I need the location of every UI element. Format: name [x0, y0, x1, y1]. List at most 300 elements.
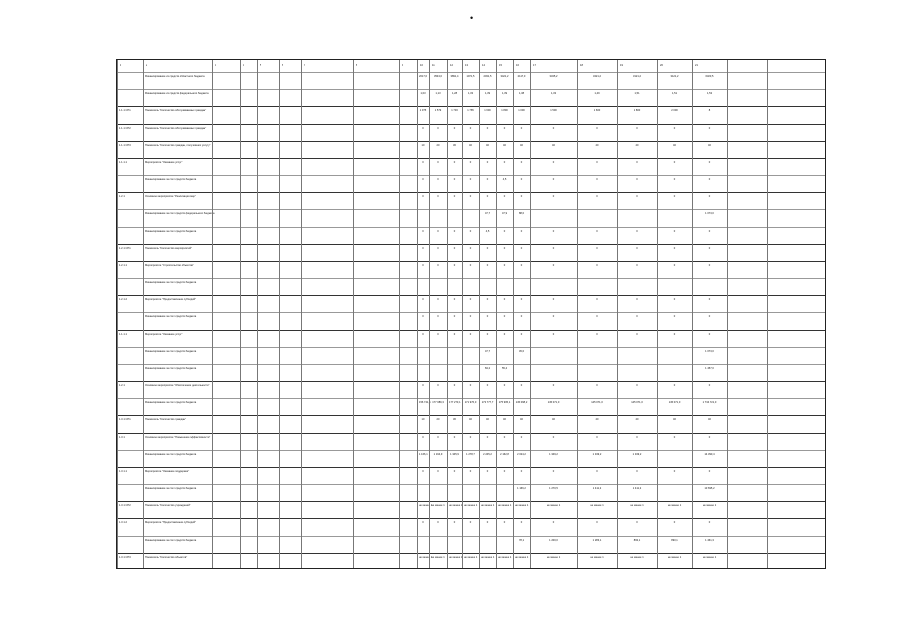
value-cell: 0: [673, 315, 676, 319]
value-cell: 0: [437, 160, 439, 164]
value-cell: 0: [673, 332, 676, 336]
value-cell: 0: [673, 521, 676, 525]
column-divider: [301, 60, 302, 568]
row-description: Финансирование за счет средств бюджета: [145, 349, 197, 353]
row-code: 1.3.1 СП1: [119, 418, 131, 422]
value-cell: 1 765: [467, 109, 474, 113]
value-cell: 0: [552, 469, 555, 473]
value-cell: 0: [520, 126, 523, 130]
column-divider: [530, 60, 531, 568]
budget-table: [116, 59, 826, 569]
row-description: Финансирование за счет средств бюджета: [145, 366, 197, 370]
table-row: [117, 124, 825, 141]
value-cell: 0: [520, 195, 523, 199]
column-number: 16: [516, 64, 519, 67]
value-cell: 0: [520, 435, 523, 439]
value-cell: 0: [503, 263, 506, 267]
value-cell: 1 800: [501, 109, 508, 113]
value-cell: 0: [437, 315, 439, 319]
value-cell: 0: [636, 246, 638, 250]
value-cell: 0: [503, 126, 506, 130]
value-cell: 4,5: [502, 178, 507, 182]
row-code: 1.2.1: [119, 384, 125, 388]
value-cell: 0: [708, 178, 711, 182]
table-row: [117, 261, 825, 278]
value-cell: 0: [596, 195, 598, 199]
value-cell: 0: [708, 469, 711, 473]
column-number: 21: [695, 64, 698, 67]
value-cell: 1 073,0: [705, 349, 714, 353]
value-cell: 0: [486, 435, 489, 439]
value-cell: 1 194,9: [433, 452, 443, 456]
value-cell: не менее 1: [449, 555, 463, 559]
value-cell: 0: [520, 332, 523, 336]
value-cell: 2117,0: [517, 75, 526, 78]
value-cell: 0: [552, 126, 555, 130]
column-number: 9: [402, 64, 404, 67]
value-cell: 0: [520, 315, 523, 319]
column-divider: [117, 60, 118, 568]
value-cell: 0: [453, 384, 456, 388]
value-cell: 0: [469, 435, 472, 439]
value-cell: 0: [596, 126, 598, 130]
value-cell: 4,5: [485, 229, 490, 233]
value-cell: 893,1: [633, 538, 641, 542]
value-cell: 30: [453, 143, 456, 147]
value-cell: 0: [437, 178, 439, 182]
value-cell: 0: [453, 469, 456, 473]
table-row: [117, 553, 825, 570]
value-cell: не менее 1: [481, 555, 495, 559]
value-cell: не менее 1: [630, 555, 644, 559]
value-cell: 40: [520, 418, 523, 422]
value-cell: 0: [453, 126, 456, 130]
value-cell: 47,7: [484, 212, 491, 216]
value-cell: 1 166,1: [419, 452, 428, 456]
row-code: 1.1.1.1: [119, 160, 127, 164]
value-cell: 0: [636, 298, 638, 302]
value-cell: 10: [421, 143, 425, 147]
table-row: [117, 209, 825, 226]
table-row: [117, 278, 825, 295]
value-cell: 1 733: [451, 109, 458, 113]
table-row: [117, 244, 825, 261]
value-cell: 0: [469, 229, 472, 233]
value-cell: 0: [469, 178, 472, 182]
value-cell: не менее 1: [590, 504, 604, 508]
row-description: Финансирование за счет средств бюджета: [145, 452, 197, 456]
column-number: 17: [533, 64, 536, 67]
column-number: 4: [243, 64, 245, 67]
table-row: [117, 398, 825, 415]
table-row: [117, 295, 825, 312]
table-row: [117, 72, 825, 89]
value-cell: 0: [422, 298, 424, 302]
value-cell: 0: [437, 126, 439, 130]
column-divider: [399, 60, 400, 568]
value-cell: 0: [708, 298, 711, 302]
value-cell: 0: [552, 160, 555, 164]
value-cell: 156 741,5: [419, 401, 431, 405]
column-divider: [417, 60, 418, 568]
column-divider: [692, 60, 693, 568]
value-cell: 1,51: [634, 92, 640, 96]
value-cell: 0: [673, 126, 676, 130]
value-cell: 8: [708, 109, 711, 113]
value-cell: 1 579: [434, 109, 442, 113]
value-cell: 0: [503, 246, 506, 250]
value-cell: 0: [469, 126, 472, 130]
value-cell: 1,39: [484, 92, 491, 96]
value-cell: 1,53: [706, 92, 713, 96]
value-cell: 1,51: [671, 92, 678, 96]
value-cell: 40: [486, 418, 489, 422]
value-cell: 0: [422, 521, 424, 525]
value-cell: 0: [453, 263, 456, 267]
column-divider: [212, 60, 213, 568]
column-number: 1: [120, 64, 122, 67]
value-cell: 55,4: [501, 366, 508, 370]
value-cell: 3543,0: [434, 75, 442, 78]
value-cell: 6323,5: [705, 75, 714, 78]
value-cell: 1 283,1: [592, 538, 602, 542]
value-cell: 2 162,8: [500, 452, 509, 456]
value-cell: 0: [486, 298, 489, 302]
value-cell: 0: [486, 315, 489, 319]
value-cell: 3121,2: [633, 75, 641, 78]
value-cell: 0: [673, 195, 676, 199]
value-cell: 0: [422, 332, 424, 336]
row-code: 1.2.1.2: [119, 298, 127, 302]
value-cell: 0: [422, 195, 424, 199]
value-cell: 0: [596, 246, 598, 250]
table-row: [117, 484, 825, 501]
row-description: Финансирование из средств областного бюджета: [145, 75, 205, 78]
value-cell: 0: [503, 521, 506, 525]
value-cell: 20: [436, 143, 440, 147]
value-cell: 0: [453, 521, 456, 525]
value-cell: не менее 1: [667, 504, 682, 508]
row-description: Мероприятие "Предоставление субсидий": [145, 521, 196, 525]
value-cell: 1,13: [435, 92, 441, 96]
table-row: [117, 467, 825, 484]
value-cell: 0: [596, 315, 598, 319]
value-cell: 0: [552, 178, 555, 182]
value-cell: 0: [453, 160, 456, 164]
table-row: [117, 518, 825, 535]
value-cell: 0: [520, 160, 523, 164]
value-cell: 1 278,7: [466, 452, 475, 456]
value-cell: 0: [486, 160, 489, 164]
value-cell: не менее 1: [702, 555, 717, 559]
table-row: [117, 141, 825, 158]
table-row: [117, 227, 825, 244]
value-cell: 1 411,2: [632, 487, 642, 491]
value-cell: 0: [596, 229, 598, 233]
value-cell: 0: [708, 435, 711, 439]
value-cell: 0: [503, 298, 506, 302]
value-cell: не менее 1: [590, 555, 604, 559]
value-cell: 0: [422, 469, 424, 473]
column-divider: [447, 60, 448, 568]
value-cell: 177 089,3: [432, 401, 444, 405]
value-cell: не менее 1: [546, 555, 561, 559]
value-cell: 47,7: [484, 349, 491, 353]
value-cell: 0: [636, 160, 638, 164]
value-cell: 0: [520, 469, 523, 473]
value-cell: 1 073,0: [705, 212, 714, 216]
value-cell: 0: [708, 126, 711, 130]
value-cell: 0: [520, 384, 523, 388]
value-cell: 0: [596, 435, 598, 439]
value-cell: 0: [552, 263, 555, 267]
table-row: [117, 381, 825, 398]
value-cell: 0: [636, 469, 638, 473]
row-description: Мероприятие "Оказание услуг": [145, 160, 183, 164]
value-cell: не менее 1: [630, 504, 644, 508]
value-cell: 0: [422, 229, 424, 233]
row-code: 1.3.1: [119, 435, 125, 439]
value-cell: 0: [422, 178, 424, 182]
value-cell: 0: [422, 246, 424, 250]
value-cell: 145 071,0: [591, 401, 603, 405]
column-number: 7: [304, 64, 306, 67]
table-row: [117, 536, 825, 553]
value-cell: 0: [453, 435, 456, 439]
value-cell: 0: [596, 298, 598, 302]
value-cell: 0: [469, 263, 472, 267]
value-cell: 40: [635, 418, 639, 422]
row-description: Показатель "Количество объектов": [145, 555, 188, 559]
row-description: Основное мероприятие "Повышение эффективности": [145, 435, 211, 439]
value-cell: 0: [486, 332, 489, 336]
value-cell: 0: [503, 160, 506, 164]
column-number: 6: [282, 64, 284, 67]
row-description: Финансирование за счет средств бюджета: [145, 315, 197, 319]
row-description: Мероприятие "Оказание услуг": [145, 332, 183, 336]
row-description: Мероприятие "Строительство объектов": [145, 263, 194, 267]
value-cell: не менее 1: [481, 504, 495, 508]
row-code: 1.3.1 СП2: [119, 504, 131, 508]
table-row: [117, 501, 825, 518]
value-cell: 0: [520, 246, 523, 250]
value-cell: 0: [596, 263, 598, 267]
row-description: Финансирование за счет средств бюджета: [145, 401, 197, 405]
row-description: Показатель "Количество обслуживаемых граждан": [145, 126, 207, 130]
value-cell: не менее 1: [498, 504, 512, 508]
value-cell: 0: [503, 469, 506, 473]
value-cell: 2 000: [671, 109, 678, 113]
value-cell: 0: [552, 332, 555, 336]
value-cell: 0: [596, 332, 598, 336]
column-divider: [513, 60, 514, 568]
value-cell: 0: [636, 435, 638, 439]
value-cell: не менее 1: [702, 504, 717, 508]
column-divider: [353, 60, 354, 568]
row-code: 1.2.1: [119, 195, 125, 199]
value-cell: 1,33: [550, 92, 557, 96]
value-cell: 0: [486, 195, 489, 199]
value-cell: 0: [520, 263, 523, 267]
value-cell: 0: [673, 384, 676, 388]
column-number: 8: [356, 64, 358, 67]
value-cell: 177 273,1: [449, 401, 461, 405]
value-cell: 0: [469, 246, 472, 250]
value-cell: 0: [503, 195, 506, 199]
value-cell: 0: [636, 521, 638, 525]
value-cell: не менее 1: [498, 555, 512, 559]
value-cell: 0: [552, 298, 555, 302]
column-number: 18: [580, 64, 583, 67]
value-cell: 0: [708, 384, 711, 388]
value-cell: 0: [636, 315, 638, 319]
row-description: Мероприятие "Оказание поддержки": [145, 469, 190, 473]
value-cell: 0: [636, 229, 638, 233]
row-code: 1.2.1.1: [119, 263, 127, 267]
value-cell: 0: [437, 469, 439, 473]
value-cell: 3891,4: [450, 75, 459, 78]
value-cell: 0: [673, 160, 676, 164]
value-cell: 0: [486, 263, 489, 267]
value-cell: не менее 1: [449, 504, 463, 508]
header-number-row: [117, 63, 825, 69]
value-cell: не менее 1: [667, 555, 682, 559]
value-cell: 0: [636, 263, 638, 267]
column-number: 19: [620, 64, 623, 67]
value-cell: 0: [503, 332, 506, 336]
value-cell: 145 068,2: [515, 401, 528, 405]
value-cell: 0: [708, 263, 711, 267]
value-cell: 0: [469, 384, 472, 388]
value-cell: 0: [708, 195, 711, 199]
table-row: [117, 312, 825, 329]
value-cell: 0: [636, 195, 638, 199]
row-description: Финансирование за счет средств бюджета: [145, 487, 197, 491]
value-cell: 40: [469, 143, 472, 147]
value-cell: 145 071,0: [668, 401, 681, 405]
value-cell: 40: [673, 418, 676, 422]
value-cell: не менее 1: [419, 504, 433, 508]
row-description: Показатель "Количество учреждений": [145, 504, 191, 508]
value-cell: 0: [596, 178, 598, 182]
value-cell: 0: [437, 332, 439, 336]
value-cell: 0: [552, 229, 555, 233]
column-divider: [240, 60, 241, 568]
column-divider: [279, 60, 280, 568]
row-description: Показатель "Количество обслуживаемых граждан": [145, 109, 207, 113]
value-cell: 0: [486, 384, 489, 388]
value-cell: 0: [520, 521, 523, 525]
row-code: 1.1.1 СП2: [119, 126, 131, 130]
value-cell: 0: [437, 435, 439, 439]
value-cell: 0: [673, 263, 676, 267]
value-cell: 0: [708, 315, 711, 319]
column-divider: [257, 60, 258, 568]
value-cell: 893,1: [671, 538, 678, 542]
value-cell: 1,03: [420, 92, 426, 96]
table-row: [117, 433, 825, 450]
value-cell: 145 071,0: [547, 401, 560, 405]
value-cell: 3421,2: [593, 75, 601, 78]
value-cell: 1 457,0: [705, 366, 714, 370]
value-cell: 40: [595, 143, 599, 147]
value-cell: 40: [673, 143, 676, 147]
value-cell: 10: [421, 418, 425, 422]
value-cell: не менее 1: [419, 555, 433, 559]
value-cell: 0: [437, 246, 439, 250]
value-cell: 0: [437, 298, 439, 302]
row-code: 1.3.1 СП3: [119, 555, 131, 559]
column-number: 5: [260, 64, 262, 67]
value-cell: 0: [453, 246, 456, 250]
value-cell: 40: [503, 418, 506, 422]
value-cell: 3345,2: [549, 75, 558, 78]
value-cell: 0: [636, 126, 638, 130]
value-cell: 0: [422, 263, 424, 267]
value-cell: 0: [552, 315, 555, 319]
value-cell: 40: [595, 418, 599, 422]
table-row: [117, 192, 825, 209]
value-cell: 1 075: [419, 109, 427, 113]
column-divider: [657, 60, 658, 568]
value-cell: 0: [453, 229, 456, 233]
value-cell: 1,49: [594, 92, 600, 96]
value-cell: не менее 1: [515, 555, 529, 559]
value-cell: 0: [673, 229, 676, 233]
value-cell: 0: [453, 332, 456, 336]
value-cell: 0: [596, 521, 598, 525]
column-divider: [462, 60, 463, 568]
value-cell: 1 200,0: [549, 538, 558, 542]
value-cell: 1 800: [633, 109, 641, 113]
value-cell: 1,28: [451, 92, 458, 96]
value-cell: 2017,6: [419, 75, 427, 78]
table-row: [117, 106, 825, 123]
value-cell: 0: [596, 469, 598, 473]
value-cell: не менее 1: [464, 555, 478, 559]
row-description: Показатель "Количество мероприятий": [145, 246, 192, 250]
column-number: 13: [465, 64, 468, 67]
value-cell: 1 411,2: [592, 487, 602, 491]
row-description: Основное мероприятие "Реализация мер": [145, 195, 196, 199]
column-number: 12: [450, 64, 453, 67]
row-code: 1.1.1 СП3: [119, 143, 131, 147]
table-row: [117, 347, 825, 364]
row-code: 1.1.1.1: [119, 332, 127, 336]
value-cell: 0: [552, 384, 555, 388]
value-cell: 88,0: [518, 212, 525, 216]
value-cell: 1 349,2: [592, 452, 602, 456]
value-cell: 1 734 721,0: [702, 401, 717, 405]
value-cell: не менее 1: [515, 504, 529, 508]
value-cell: 40: [635, 143, 639, 147]
row-description: Финансирование из средств федерального бюджета: [145, 92, 209, 96]
row-description: Финансирование за счет средств бюджета: [145, 281, 197, 285]
value-cell: 0: [469, 521, 472, 525]
value-cell: 0: [437, 263, 439, 267]
value-cell: 40: [469, 418, 472, 422]
table-row: [117, 330, 825, 347]
table-row: [117, 364, 825, 381]
value-cell: 1 270,5: [549, 487, 558, 491]
value-cell: 175 905,1: [498, 401, 511, 405]
value-cell: 0: [503, 384, 506, 388]
table-row: [117, 415, 825, 432]
value-cell: 0: [552, 435, 555, 439]
value-cell: 0: [708, 332, 711, 336]
value-cell: 2031,5: [483, 75, 492, 78]
value-cell: 40: [486, 143, 489, 147]
